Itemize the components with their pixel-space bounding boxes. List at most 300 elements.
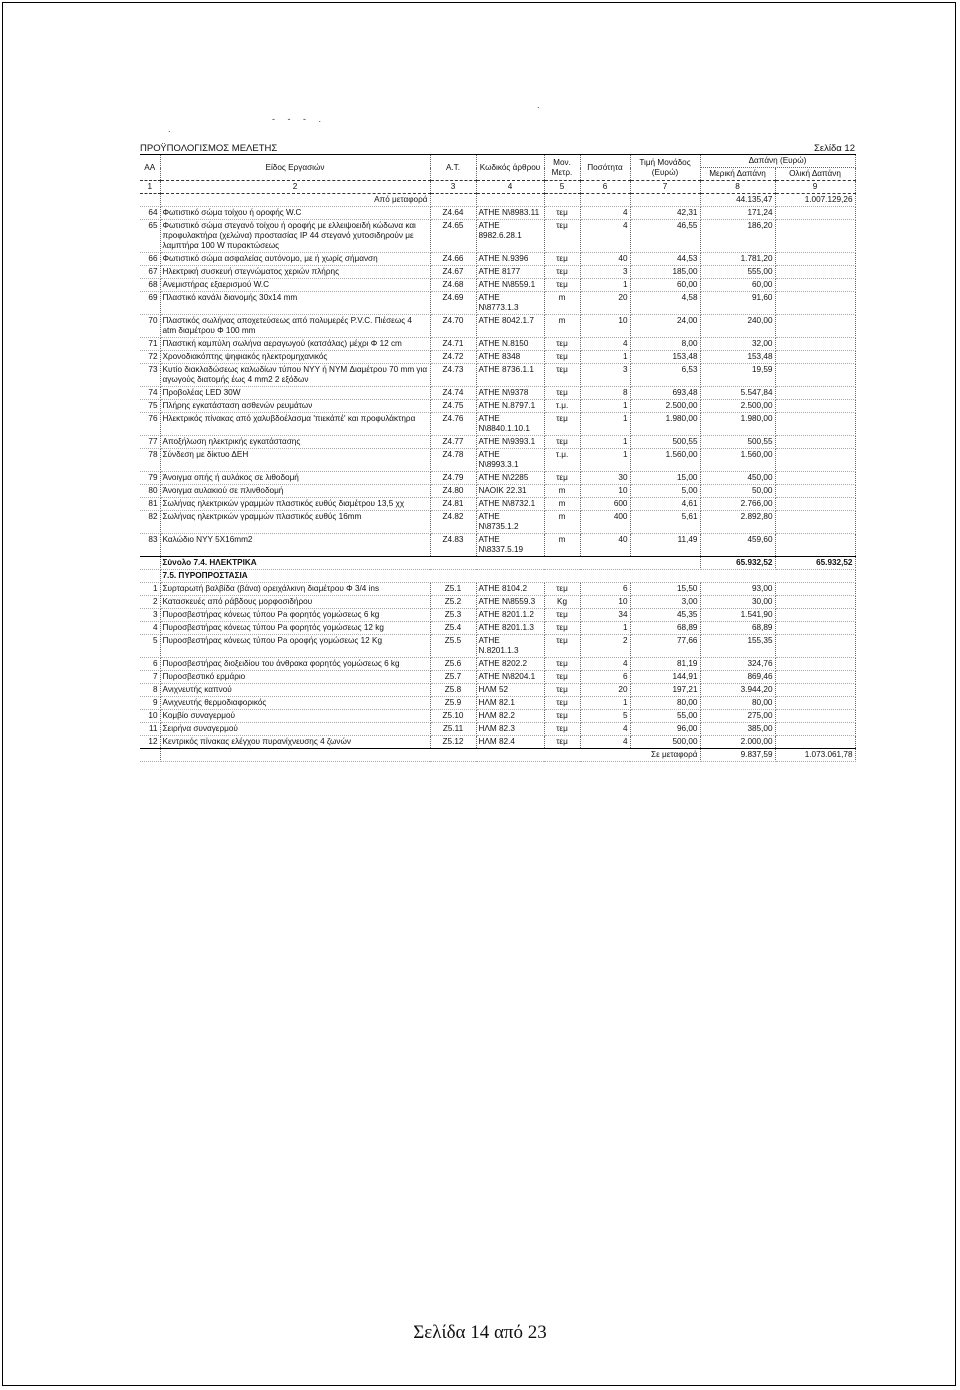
column-number: 1 [140,181,160,194]
row-total-cost [775,684,855,697]
row-partial-cost: 240,00 [700,315,775,338]
row-unit: τεμ [544,387,580,400]
row-total-cost [775,723,855,736]
row-partial-cost: 91,60 [700,292,775,315]
row-partial-cost: 60,00 [700,279,775,292]
row-unit-price: 8,00 [630,338,700,351]
row-at: Z4.81 [430,498,476,511]
row-total-cost [775,413,855,436]
cell [140,749,160,762]
row-number: 76 [140,413,160,436]
row-number: 64 [140,207,160,220]
row-description: Πλαστικό κανάλι διανομής 30x14 mm [160,292,430,315]
column-number: 2 [160,181,430,194]
row-description: Πλαστικός σωλήνας αποχετεύσεως από πολυμερές P.V.C. Πιέσεως 4 atm διαμέτρου Φ 100 mm [160,315,430,338]
row-total-cost [775,635,855,658]
row-quantity: 1 [580,697,630,710]
row-quantity: 400 [580,511,630,534]
row-description: Κυτίο διακλαδώσεως καλωδίων τύπου NYY ή NYM Διαμέτρου 70 mm για αγωγούς διατομής έως 4 mm2 2 εξόδων [160,364,430,387]
row-total-cost [775,292,855,315]
row-code: ΑΤΗΕ 8201.1.3 [476,622,544,635]
table-header [140,155,855,194]
row-unit: τεμ [544,635,580,658]
row-unit-price: 11,49 [630,534,700,557]
col-quantity: Ποσότητα [580,155,630,181]
row-quantity: 3 [580,364,630,387]
col-partial: Μερική Δαπάνη [700,168,775,181]
row-description: Χρονοδιακόπτης ψηφιακός ηλεκτρομηχανικός [160,351,430,364]
row-unit: m [544,534,580,557]
document-title: ΠΡΟΫΠΟΛΟΓΙΣΜΟΣ ΜΕΛΕΤΗΣ [140,143,278,154]
row-code: ΑΤΗΕ Ν.8797.1 [476,400,544,413]
row-quantity: 6 [580,671,630,684]
row-at: Z4.64 [430,207,476,220]
row-code: ΑΤΗΕ 8042.1.7 [476,315,544,338]
row-description: Σωλήνας ηλεκτρικών γραμμών πλαστικός ευθύς 16mm [160,511,430,534]
section-total-total: 65.932,52 [775,557,855,570]
row-at: Z4.77 [430,436,476,449]
row-partial-cost: 2.500,00 [700,400,775,413]
row-partial-cost: 93,00 [700,583,775,596]
row-description: Σύνδεση με δίκτυο ΔΕΗ [160,449,430,472]
row-total-cost [775,279,855,292]
row-number: 81 [140,498,160,511]
row-code: ΑΤΗΕ Ν.8150 [476,338,544,351]
table-row [140,436,855,449]
row-unit: τεμ [544,658,580,671]
column-number: 9 [775,181,855,194]
row-code: ΑΤΗΕ Ν\8840.1.10.1 [476,413,544,436]
row-description: Καλώδιο NYY 5X16mm2 [160,534,430,557]
table-row [140,315,855,338]
row-total-cost [775,338,855,351]
row-code: ΝΑΟΙΚ 22.31 [476,485,544,498]
row-description: Κατασκευές από ράβδους μορφοσιδήρου [160,596,430,609]
row-unit-price: 153,48 [630,351,700,364]
row-code: ΑΤΗΕ Ν\8559.1 [476,279,544,292]
row-unit: τεμ [544,413,580,436]
row-quantity: 4 [580,736,630,749]
row-unit-price: 1.560,00 [630,449,700,472]
row-quantity: 34 [580,609,630,622]
column-number: 7 [630,181,700,194]
row-at: Z4.80 [430,485,476,498]
row-total-cost [775,364,855,387]
row-quantity: 40 [580,253,630,266]
row-partial-cost: 19,59 [700,364,775,387]
row-quantity: 1 [580,449,630,472]
row-unit-price: 45,35 [630,609,700,622]
row-unit-price: 5,00 [630,485,700,498]
row-total-cost [775,387,855,400]
row-at: Z4.75 [430,400,476,413]
row-total-cost [775,658,855,671]
page-footer: Σελίδα 14 από 23 [413,1322,547,1343]
section-heading: 7.5. ΠΥΡΟΠΡΟΣΤΑΣΙΑ [160,570,855,583]
row-number: 71 [140,338,160,351]
cell [140,570,160,583]
row-quantity: 20 [580,684,630,697]
carry-out-label: Σε μεταφορά [160,749,700,762]
row-unit: τεμ [544,266,580,279]
row-number: 67 [140,266,160,279]
row-total-cost [775,351,855,364]
row-code: ΑΤΗΕ 8736.1.1 [476,364,544,387]
row-unit-price: 185,00 [630,266,700,279]
table-body [140,194,855,570]
row-code: ΗΛΜ 82.4 [476,736,544,749]
row-number: 82 [140,511,160,534]
row-partial-cost: 186,20 [700,220,775,253]
row-at: Z4.71 [430,338,476,351]
scanned-table-page [140,140,855,762]
row-partial-cost: 32,00 [700,338,775,351]
table-row [140,498,855,511]
scan-mark: - - - . [272,114,326,124]
row-code: ΑΤΗΕ Ν.8201.1.3 [476,635,544,658]
row-quantity: 8 [580,387,630,400]
row-total-cost [775,266,855,279]
row-unit: m [544,315,580,338]
row-partial-cost: 555,00 [700,266,775,279]
table-row [140,635,855,658]
row-description: Ηλεκτρική συσκευή στεγνώματος χεριών πλήρης [160,266,430,279]
row-unit-price: 5,61 [630,511,700,534]
row-description: Ηλεκτρικός πίνακας από χαλυβδοέλασμα 'πιεκάπέ' και προφυλάκτηρα [160,413,430,436]
scan-mark: . [168,124,176,134]
row-number: 3 [140,609,160,622]
row-unit-price: 55,00 [630,710,700,723]
row-at: Z5.6 [430,658,476,671]
row-total-cost [775,697,855,710]
table-row [140,400,855,413]
row-number: 12 [140,736,160,749]
row-number: 78 [140,449,160,472]
column-number: 4 [476,181,544,194]
row-unit: τεμ [544,723,580,736]
row-number: 1 [140,583,160,596]
row-description: Πυροσβεστικό ερμάριο [160,671,430,684]
row-code: ΑΤΗΕ Ν\9393.1 [476,436,544,449]
row-description: Σωλήνας ηλεκτρικών γραμμών πλαστικός ευθύς διαμέτρου 13,5 χχ [160,498,430,511]
scan-mark: . [537,100,545,110]
row-at: Z4.79 [430,472,476,485]
row-number: 80 [140,485,160,498]
row-quantity: 4 [580,658,630,671]
row-unit-price: 46,55 [630,220,700,253]
row-partial-cost: 68,89 [700,622,775,635]
table-row [140,364,855,387]
row-at: Z4.66 [430,253,476,266]
table-row [140,622,855,635]
row-number: 6 [140,658,160,671]
row-code: ΑΤΗΕ 8202.2 [476,658,544,671]
row-partial-cost: 5.547,84 [700,387,775,400]
row-quantity: 2 [580,635,630,658]
row-quantity: 20 [580,292,630,315]
row-unit: τεμ [544,710,580,723]
row-code: ΗΛΜ 82.1 [476,697,544,710]
row-code: ΑΤΗΕ 8104.2 [476,583,544,596]
budget-table [140,154,856,762]
row-quantity: 10 [580,315,630,338]
row-description: Πυροσβεστήρας κόνεως τύπου Pa φορητός γομώσεως 12 kg [160,622,430,635]
table-row [140,485,855,498]
col-description: Είδος Εργασιών [160,155,430,181]
row-number: 7 [140,671,160,684]
row-partial-cost: 1.781,20 [700,253,775,266]
row-unit: τεμ [544,671,580,684]
row-unit: τεμ [544,253,580,266]
row-quantity: 4 [580,220,630,253]
row-unit-price: 500,55 [630,436,700,449]
row-at: Z4.78 [430,449,476,472]
section-total-row [140,557,855,570]
section-total-partial: 65.932,52 [700,557,775,570]
row-number: 83 [140,534,160,557]
column-numbers-row [140,181,855,194]
row-number: 68 [140,279,160,292]
row-description: Φωτιστικό σώμα στεγανό τοίχου ή οροφής με ελλειψοειδή κώδωνα και προφυλακτήρα (χελώνα) προστασίας IP 44 στεγανό χυτοσιδηρούν με λαμπτήρα 100 W πυρακτώσεως [160,220,430,253]
row-number: 79 [140,472,160,485]
row-code: ΑΤΗΕ Ν\8732.1 [476,498,544,511]
row-code: ΑΤΗΕ 8982.6.28.1 [476,220,544,253]
row-at: Z5.12 [430,736,476,749]
row-code: ΑΤΗΕ Ν\8983.11 [476,207,544,220]
row-unit-price: 144,91 [630,671,700,684]
carry-out-partial: 9.837,59 [700,749,775,762]
table-row [140,596,855,609]
table-row [140,413,855,436]
row-total-cost [775,596,855,609]
table-row [140,671,855,684]
row-unit-price: 68,89 [630,622,700,635]
row-total-cost [775,472,855,485]
carry-in-partial: 44.135,47 [700,194,775,207]
row-code: ΗΛΜ 52 [476,684,544,697]
row-unit-price: 44,53 [630,253,700,266]
row-description: Πλαστική καμπύλη σωλήνα αεραγωγού (κατσάλας) μέχρι Φ 12 cm [160,338,430,351]
row-at: Z4.83 [430,534,476,557]
row-partial-cost: 385,00 [700,723,775,736]
table-row [140,697,855,710]
row-at: Z4.69 [430,292,476,315]
column-number: 6 [580,181,630,194]
row-code: ΑΤΗΕ Ν\8337.5.19 [476,534,544,557]
row-description: Πλήρης εγκατάσταση ασθενών ρευμάτων [160,400,430,413]
col-at: Α.Τ. [430,155,476,181]
row-unit: τ.μ. [544,449,580,472]
row-unit-price: 96,00 [630,723,700,736]
row-unit-price: 77,66 [630,635,700,658]
row-unit: τεμ [544,436,580,449]
row-partial-cost: 1.541,90 [700,609,775,622]
row-description: Άνοιγμα οπής ή αυλάκος σε λιθοδομή [160,472,430,485]
carry-in-label: Από μεταφορά [160,194,430,207]
row-total-cost [775,485,855,498]
row-total-cost [775,736,855,749]
row-total-cost [775,498,855,511]
row-partial-cost: 171,24 [700,207,775,220]
row-number: 2 [140,596,160,609]
row-partial-cost: 2.000,00 [700,736,775,749]
row-total-cost [775,671,855,684]
table-row [140,511,855,534]
col-code: Κωδικός άρθρου [476,155,544,181]
row-at: Z5.5 [430,635,476,658]
row-unit: τεμ [544,351,580,364]
table-row [140,207,855,220]
row-number: 9 [140,697,160,710]
row-description: Αποξήλωση ηλεκτρικής εγκατάστασης [160,436,430,449]
row-unit-price: 60,00 [630,279,700,292]
row-total-cost [775,207,855,220]
row-code: ΑΤΗΕ Ν.9396 [476,253,544,266]
row-code: ΑΤΗΕ Ν\9378 [476,387,544,400]
row-unit: m [544,498,580,511]
row-description: Ανεμιστήρας εξαερισμού W.C [160,279,430,292]
table-row [140,279,855,292]
table-row [140,534,855,557]
row-unit: τεμ [544,736,580,749]
row-code: ΑΤΗΕ Ν\2285 [476,472,544,485]
row-partial-cost: 2.892,80 [700,511,775,534]
row-partial-cost: 1.560,00 [700,449,775,472]
row-partial-cost: 324,76 [700,658,775,671]
row-at: Z4.76 [430,413,476,436]
row-total-cost [775,220,855,253]
row-number: 11 [140,723,160,736]
row-quantity: 1 [580,436,630,449]
row-unit-price: 3,00 [630,596,700,609]
row-number: 8 [140,684,160,697]
row-unit-price: 24,00 [630,315,700,338]
row-unit-price: 81,19 [630,658,700,671]
row-unit: τεμ [544,622,580,635]
row-total-cost [775,253,855,266]
table-row [140,723,855,736]
row-unit: τεμ [544,279,580,292]
page-number: Σελίδα 12 [814,143,855,154]
row-at: Z5.9 [430,697,476,710]
row-number: 4 [140,622,160,635]
row-quantity: 600 [580,498,630,511]
row-unit: m [544,292,580,315]
row-description: Πυροσβεστήρας κόνεως τύπου Pa οροφής γομώσεως 12 Kg [160,635,430,658]
row-quantity: 1 [580,413,630,436]
row-total-cost [775,534,855,557]
row-unit-price: 500,00 [630,736,700,749]
row-unit-price: 6,53 [630,364,700,387]
carry-out-total: 1.073.061,78 [775,749,855,762]
row-quantity: 10 [580,596,630,609]
table-row [140,266,855,279]
row-quantity: 1 [580,351,630,364]
table-row [140,609,855,622]
row-number: 77 [140,436,160,449]
row-code: ΑΤΗΕ 8177 [476,266,544,279]
row-total-cost [775,315,855,338]
row-partial-cost: 1.980,00 [700,413,775,436]
row-quantity: 4 [580,338,630,351]
col-unit: Μον. Μετρ. [544,155,580,181]
row-number: 73 [140,364,160,387]
row-partial-cost: 275,00 [700,710,775,723]
row-unit-price: 80,00 [630,697,700,710]
row-number: 65 [140,220,160,253]
row-unit: Kg [544,596,580,609]
row-description: Άνοιγμα αυλακιού σε πλινθοδομή [160,485,430,498]
table-row [140,253,855,266]
table-row [140,736,855,749]
col-cost: Δαπάνη (Ευρώ) [700,155,855,168]
row-code: ΑΤΗΕ Ν\8993.3.1 [476,449,544,472]
table-row [140,220,855,253]
row-quantity: 1 [580,279,630,292]
row-number: 66 [140,253,160,266]
row-unit-price: 197,21 [630,684,700,697]
row-description: Πυροσβεστήρας κόνεως τύπου Pa φορητός γομώσεως 6 kg [160,609,430,622]
row-unit: τεμ [544,684,580,697]
row-total-cost [775,449,855,472]
row-partial-cost: 80,00 [700,697,775,710]
row-total-cost [775,583,855,596]
column-number: 3 [430,181,476,194]
table-row [140,351,855,364]
column-number: 5 [544,181,580,194]
row-number: 69 [140,292,160,315]
row-number: 74 [140,387,160,400]
row-at: Z5.8 [430,684,476,697]
row-unit: τεμ [544,220,580,253]
row-unit: τ.μ. [544,400,580,413]
row-description: Κομβίο συναγερμού [160,710,430,723]
row-at: Z4.67 [430,266,476,279]
col-aa: ΑΑ [140,155,160,181]
row-quantity: 10 [580,485,630,498]
table-row [140,583,855,596]
col-total: Ολική Δαπάνη [775,168,855,181]
page-header [140,140,855,154]
row-unit: τεμ [544,207,580,220]
row-partial-cost: 459,60 [700,534,775,557]
row-number: 72 [140,351,160,364]
row-quantity: 3 [580,266,630,279]
section-total-label: Σύνολο 7.4. ΗΛΕΚΤΡΙΚΑ [160,557,700,570]
cell [140,557,160,570]
row-description: Φωτιστικό σώμα τοίχου ή οροφής W.C [160,207,430,220]
row-partial-cost: 155,35 [700,635,775,658]
row-unit-price: 42,31 [630,207,700,220]
row-at: Z5.1 [430,583,476,596]
row-quantity: 1 [580,622,630,635]
row-partial-cost: 2.766,00 [700,498,775,511]
row-partial-cost: 30,00 [700,596,775,609]
row-number: 75 [140,400,160,413]
row-unit: τεμ [544,697,580,710]
row-unit: τεμ [544,364,580,387]
row-total-cost [775,609,855,622]
row-description: Ανιχνευτής θερμοδιαφορικός [160,697,430,710]
row-quantity: 30 [580,472,630,485]
row-description: Σειρήνα συναγερμού [160,723,430,736]
row-partial-cost: 869,46 [700,671,775,684]
table-row [140,472,855,485]
row-code: ΗΛΜ 82.2 [476,710,544,723]
row-unit-price: 1.980,00 [630,413,700,436]
row-unit-price: 15,50 [630,583,700,596]
row-total-cost [775,511,855,534]
